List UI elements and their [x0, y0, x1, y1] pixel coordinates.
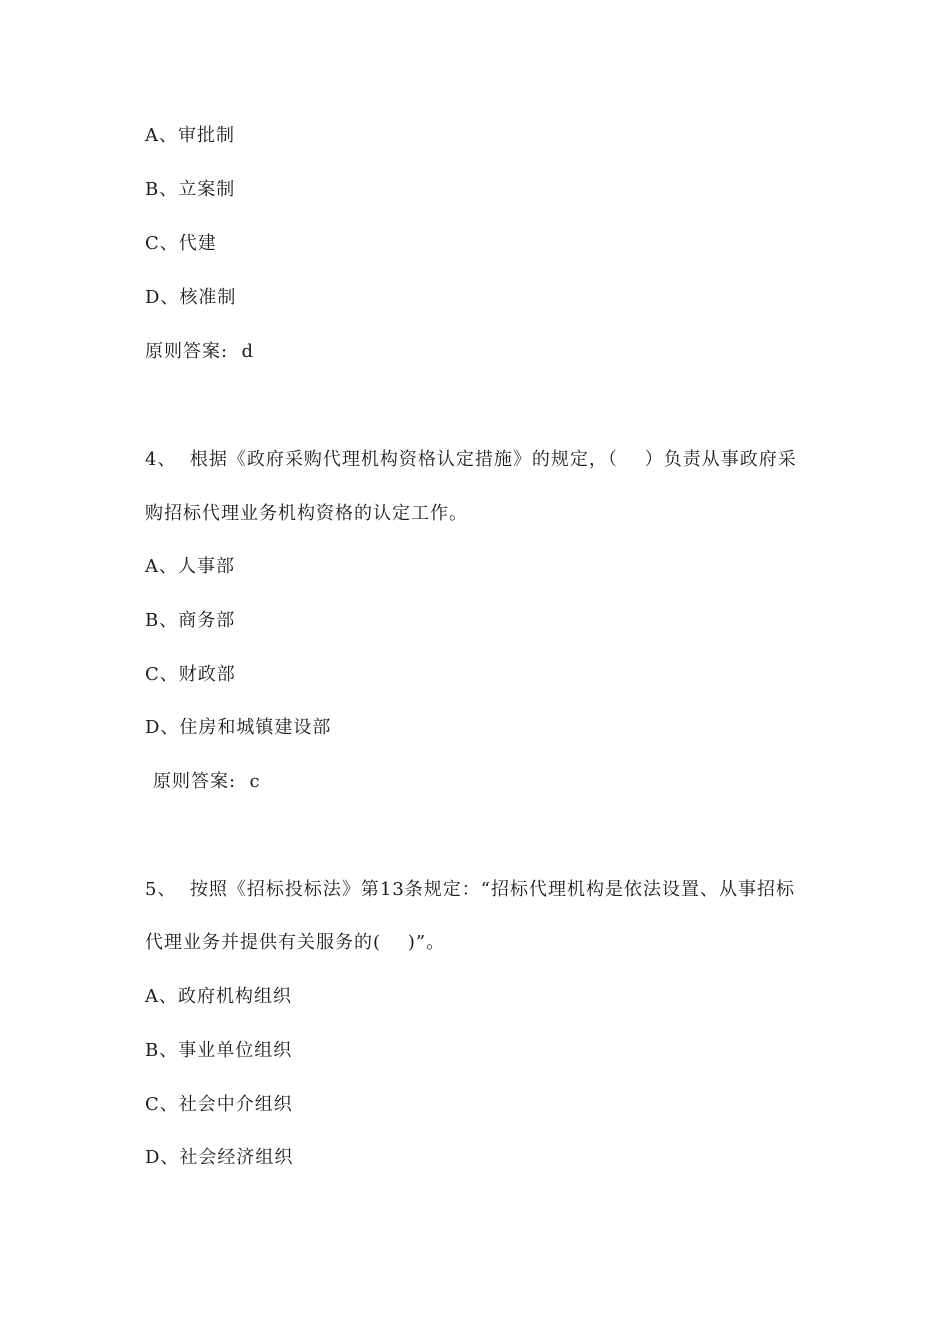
q3-option-b: B、立案制	[145, 179, 236, 200]
q3-answer: 原则答案: d	[145, 341, 255, 362]
q3-option-a: A、审批制	[145, 125, 235, 146]
q4-option-b: B、商务部	[145, 610, 236, 631]
q5-stem-line2: 代理业务并提供有关服务的( )”。	[145, 932, 446, 953]
q3-option-c: C、代建	[145, 233, 217, 254]
q3-option-d: D、核准制	[145, 287, 237, 308]
q5-option-a: A、政府机构组织	[145, 986, 292, 1007]
q5-option-c: C、社会中介组织	[145, 1094, 293, 1115]
q4-stem-line1: 4、 根据《政府采购代理机构资格认定措施》的规定，（ ）负责从事政府采	[145, 449, 797, 470]
q4-option-c: C、财政部	[145, 664, 236, 685]
q4-option-a: A、人事部	[145, 556, 235, 577]
q5-option-d: D、社会经济组织	[145, 1147, 294, 1168]
q4-stem-line2: 购招标代理业务机构资格的认定工作。	[145, 503, 468, 524]
q4-answer: 原则答案: c	[153, 771, 261, 792]
q5-option-b: B、事业单位组织	[145, 1040, 293, 1061]
q4-option-d: D、住房和城镇建设部	[145, 717, 332, 738]
q5-stem-line1: 5、 按照《招标投标法》第13条规定：“招标代理机构是依法设置、从事招标	[145, 879, 795, 900]
